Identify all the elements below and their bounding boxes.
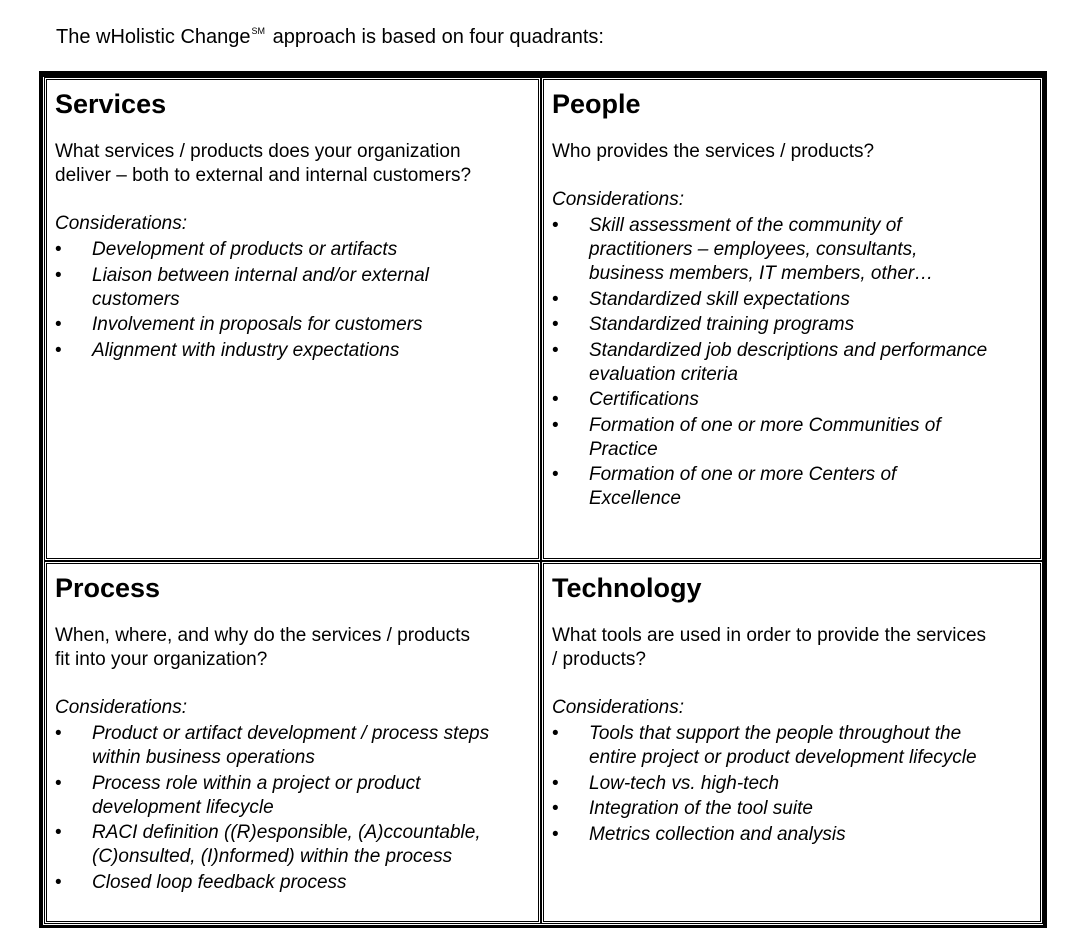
question-line: deliver – both to external and internal customers? — [55, 165, 472, 186]
quadrant-title: People — [552, 89, 641, 119]
consideration-line: Low-tech vs. high-tech — [589, 772, 780, 794]
considerations-list — [55, 722, 534, 895]
bullet-icon: • — [55, 822, 62, 843]
intro-text — [56, 24, 604, 50]
consideration-line: Skill assessment of the community of — [589, 215, 902, 236]
consideration-line: within business operations — [92, 747, 315, 768]
question-line: Who provides the services / products? — [552, 141, 875, 162]
consideration-item — [55, 722, 534, 770]
consideration-item — [552, 722, 1036, 770]
quadrant-title: Technology — [552, 573, 702, 603]
consideration-line: Standardized skill expectations — [589, 288, 850, 310]
quadrant-title: Process — [55, 573, 161, 603]
consideration-item — [55, 238, 534, 262]
consideration-line: entire project or product development lifecycle — [589, 747, 977, 768]
consideration-line: practitioners – employees, consultants, — [589, 239, 918, 260]
quadrant-question — [552, 624, 1036, 672]
bullet-icon: • — [55, 772, 62, 794]
consideration-item — [55, 871, 534, 895]
consideration-item — [55, 313, 534, 337]
consideration-line: Process role within a project or product — [92, 772, 421, 794]
intro-before: The wHolistic Change — [56, 26, 251, 48]
consideration-item — [552, 772, 1036, 796]
quadrant-question — [552, 140, 1036, 164]
bullet-icon: • — [55, 339, 62, 361]
bullet-icon: • — [55, 314, 62, 335]
consideration-line: business members, IT members, other… — [589, 263, 934, 284]
considerations-label: Considerations: — [55, 697, 188, 718]
quadrant-process — [44, 561, 541, 924]
consideration-item — [552, 823, 1036, 847]
consideration-item — [552, 463, 1036, 511]
consideration-line: Closed loop feedback process — [92, 871, 347, 893]
question-line: When, where, and why do the services / products — [55, 625, 471, 646]
bullet-icon: • — [552, 339, 559, 361]
consideration-line: Practice — [589, 438, 658, 460]
consideration-item — [55, 339, 534, 363]
consideration-line: Formation of one or more Centers of — [589, 464, 897, 485]
bullet-icon: • — [552, 723, 559, 744]
bullet-icon: • — [55, 239, 62, 260]
bullet-icon: • — [552, 823, 559, 845]
consideration-line: Formation of one or more Communities of — [589, 414, 941, 436]
consideration-item — [552, 313, 1036, 337]
consideration-item — [552, 414, 1036, 462]
consideration-item — [552, 388, 1036, 412]
consideration-item — [552, 797, 1036, 821]
consideration-line: (C)onsulted, (I)nformed) within the process — [92, 846, 453, 867]
considerations-list — [552, 214, 1036, 511]
bullet-icon: • — [552, 798, 559, 819]
consideration-line: Liaison between internal and/or external — [92, 264, 429, 286]
consideration-line: Development of products or artifacts — [92, 239, 398, 260]
considerations-label: Considerations: — [55, 213, 188, 234]
consideration-line: development lifecycle — [92, 796, 274, 818]
consideration-line: Standardized job descriptions and performance — [589, 339, 988, 361]
question-line: What tools are used in order to provide the services — [552, 625, 987, 646]
considerations-list — [55, 238, 534, 363]
bullet-icon: • — [552, 288, 559, 310]
service-mark: SM — [251, 26, 266, 36]
considerations-label: Considerations: — [552, 697, 685, 718]
consideration-line: Excellence — [589, 488, 681, 509]
question-line: What services / products does your organization — [55, 141, 461, 162]
bullet-icon: • — [55, 264, 62, 286]
quadrant-people — [541, 77, 1043, 561]
consideration-line: customers — [92, 288, 180, 310]
consideration-line: Standardized training programs — [589, 314, 855, 335]
consideration-line: Product or artifact development / process steps — [92, 723, 490, 744]
consideration-line: Certifications — [589, 389, 699, 410]
considerations-label: Considerations: — [552, 189, 685, 210]
consideration-line: Integration of the tool suite — [589, 798, 813, 819]
quadrant-title: Services — [55, 89, 167, 119]
consideration-line: Tools that support the people throughout the — [589, 723, 962, 744]
consideration-line: Alignment with industry expectations — [92, 339, 400, 361]
bullet-icon: • — [552, 215, 559, 236]
consideration-item — [552, 339, 1036, 387]
bullet-icon: • — [552, 464, 559, 485]
consideration-item — [55, 264, 534, 312]
bullet-icon: • — [552, 389, 559, 410]
bullet-icon: • — [552, 414, 559, 436]
bullet-icon: • — [552, 772, 559, 794]
bullet-icon: • — [55, 871, 62, 893]
quadrant-services — [44, 77, 541, 561]
bullet-icon: • — [552, 314, 559, 335]
considerations-list — [552, 722, 1036, 847]
consideration-line: RACI definition ((R)esponsible, (A)ccountable, — [92, 822, 481, 843]
consideration-line: evaluation criteria — [589, 363, 738, 385]
question-line: fit into your organization? — [55, 649, 268, 670]
consideration-item — [55, 821, 534, 869]
question-line: / products? — [552, 649, 646, 670]
consideration-line: Metrics collection and analysis — [589, 823, 846, 845]
quadrant-technology — [541, 561, 1043, 924]
consideration-line: Involvement in proposals for customers — [92, 314, 423, 335]
quadrant-question — [55, 624, 534, 672]
bullet-icon: • — [55, 723, 62, 744]
intro-after: approach is based on four quadrants: — [267, 26, 604, 48]
consideration-item — [55, 772, 534, 820]
quadrant-question — [55, 140, 534, 188]
consideration-item — [552, 288, 1036, 312]
consideration-item — [552, 214, 1036, 286]
